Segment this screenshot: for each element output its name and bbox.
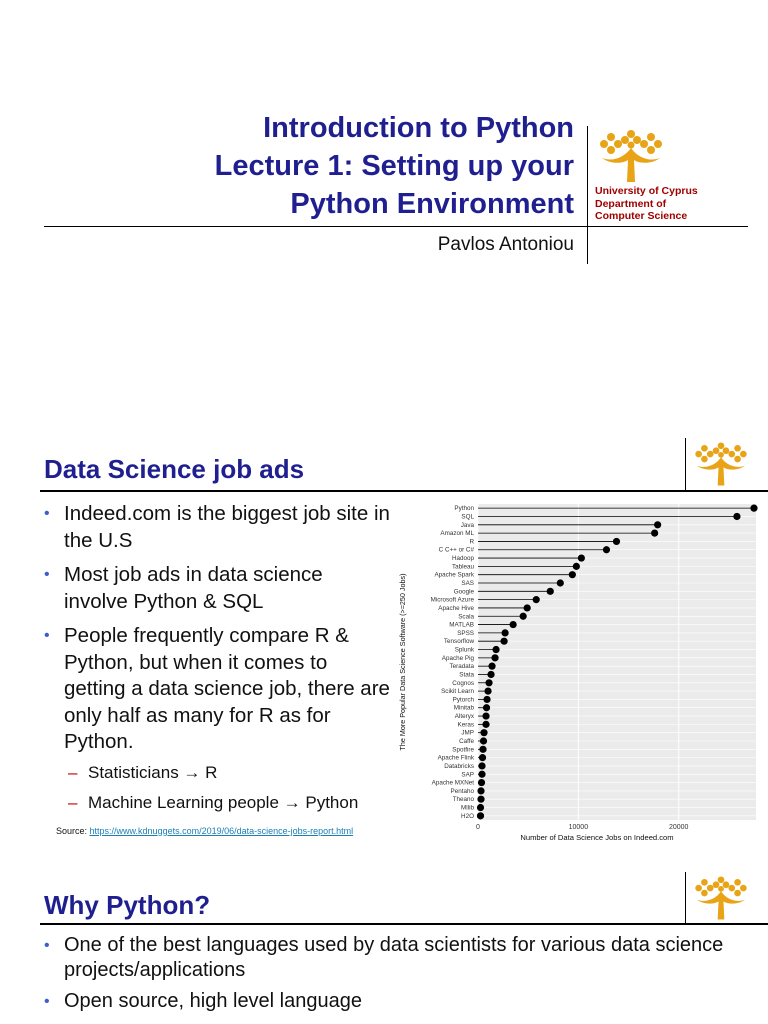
- category-label: Apache Spark: [434, 571, 474, 579]
- data-point: [547, 588, 554, 595]
- category-label: Python: [454, 505, 474, 513]
- logo-divider: [685, 872, 686, 923]
- data-point: [501, 629, 508, 636]
- bullet-item: • Open source, high level language: [40, 989, 760, 1014]
- data-point: [557, 579, 564, 586]
- data-point: [492, 646, 499, 653]
- category-label: Microsoft Azure: [430, 596, 474, 604]
- source-line: [56, 826, 353, 836]
- category-label: Alteryx: [454, 713, 474, 721]
- data-point: [578, 554, 585, 561]
- data-point: [478, 771, 485, 778]
- category-label: Amazon ML: [440, 530, 474, 538]
- category-label: C C++ or C#: [438, 546, 474, 554]
- title-divider: [44, 226, 748, 227]
- slide-heading: Data Science job ads: [44, 454, 305, 484]
- data-point: [488, 663, 495, 670]
- category-label: Apache MXNet: [431, 779, 474, 787]
- category-label: MATLAB: [449, 621, 474, 629]
- data-point: [478, 779, 485, 786]
- jobs-chart: [394, 498, 768, 848]
- data-point: [480, 729, 487, 736]
- category-label: Mllib: [461, 804, 474, 812]
- category-label: JMP: [461, 729, 474, 737]
- bullet-text: People frequently compare R & Python, but when it comes to getting a data science job, there are only half as many for R as for Python.: [64, 624, 390, 753]
- category-label: SPSS: [457, 629, 474, 637]
- data-point: [482, 712, 489, 719]
- x-tick-label: 20000: [668, 824, 689, 831]
- data-point: [750, 505, 757, 512]
- data-point: [479, 746, 486, 753]
- university-line-2: Department of: [595, 197, 667, 210]
- x-tick-label: 0: [476, 824, 480, 831]
- data-point: [477, 796, 484, 803]
- bullet-item: • Indeed.com is the biggest job site in the U.S: [40, 501, 392, 554]
- category-label: Stata: [459, 671, 474, 679]
- data-point: [613, 538, 620, 545]
- category-label: Splunk: [454, 646, 474, 654]
- data-point: [482, 721, 489, 728]
- sub-bullet-item: – Statisticians → R: [64, 762, 392, 784]
- sub-bullet-item: – Machine Learning people → Python: [64, 792, 392, 814]
- data-point: [491, 654, 498, 661]
- title-line-2: Lecture 1: Setting up your: [214, 150, 574, 182]
- bullet-item: [40, 623, 392, 814]
- category-label: Google: [453, 588, 474, 596]
- category-label: Teradata: [449, 663, 474, 671]
- source-label: Source:: [56, 826, 90, 836]
- university-name: [595, 185, 698, 223]
- x-axis-title: Number of Data Science Jobs on Indeed.com: [520, 833, 674, 842]
- category-label: Caffe: [459, 738, 474, 745]
- category-label: Apache Hive: [438, 604, 474, 612]
- university-logo-icon: [596, 128, 666, 184]
- data-point: [654, 521, 661, 528]
- slide-heading: Why Python?: [44, 890, 211, 920]
- data-point: [483, 696, 490, 703]
- category-label: Theano: [452, 796, 474, 804]
- data-point: [477, 804, 484, 811]
- data-point: [500, 638, 507, 645]
- category-label: Hadoop: [451, 555, 474, 563]
- category-label: Databricks: [444, 762, 474, 770]
- category-label: Tableau: [451, 563, 474, 571]
- data-point: [484, 688, 491, 695]
- bullet-item: • One of the best languages used by data scientists for various data science projects/applications: [40, 933, 760, 983]
- data-point: [479, 754, 486, 761]
- heading-rule: [40, 923, 768, 925]
- y-axis-title: The More Popular Data Science Software (>=250 Jobs): [398, 573, 407, 751]
- category-label: Cognos: [452, 679, 474, 687]
- logo-divider: [587, 126, 588, 264]
- data-point: [733, 513, 740, 520]
- category-label: Tensorflow: [443, 638, 474, 646]
- category-label: Scala: [458, 613, 474, 621]
- data-point: [477, 812, 484, 819]
- author-name: Pavlos Antoniou: [437, 234, 574, 255]
- category-label: SQL: [461, 513, 474, 521]
- data-point: [520, 613, 527, 620]
- data-point: [524, 604, 531, 611]
- data-point: [651, 530, 658, 537]
- data-point: [477, 787, 484, 794]
- data-point: [483, 704, 490, 711]
- category-label: H2O: [461, 812, 474, 820]
- bullet-list: [40, 501, 392, 822]
- university-line-1: University of Cyprus: [595, 185, 698, 197]
- data-point: [533, 596, 540, 603]
- category-label: SAP: [461, 771, 474, 779]
- data-point: [478, 762, 485, 769]
- data-point: [569, 571, 576, 578]
- category-label: Minitab: [453, 704, 474, 712]
- category-label: Java: [460, 521, 474, 529]
- sub-bullet-list: [64, 762, 392, 814]
- data-point: [603, 546, 610, 553]
- plot-background: [478, 504, 756, 820]
- x-tick-label: 10000: [568, 824, 589, 831]
- bullet-list: [40, 933, 760, 1020]
- data-point: [487, 671, 494, 678]
- title-line-1: Introduction to Python: [263, 112, 574, 144]
- university-line-3: Computer Science: [595, 210, 688, 222]
- category-label: Keras: [457, 721, 474, 729]
- bullet-item: • Most job ads in data science involve Python & SQL: [40, 562, 392, 615]
- university-logo-icon: [692, 440, 750, 488]
- data-point: [480, 737, 487, 744]
- category-label: Apache Flink: [437, 754, 474, 762]
- title-line-3: Python Environment: [290, 188, 574, 220]
- category-label: Pytorch: [452, 696, 474, 704]
- category-label: Pentaho: [450, 787, 474, 795]
- data-point: [573, 563, 580, 570]
- logo-divider: [685, 438, 686, 490]
- data-point: [485, 679, 492, 686]
- category-label: R: [469, 538, 474, 546]
- source-link[interactable]: https://www.kdnuggets.com/2019/06/data-science-jobs-report.html: [89, 826, 354, 836]
- category-label: SAS: [461, 580, 474, 587]
- category-label: Scikit Learn: [441, 688, 474, 696]
- university-logo-icon: [692, 874, 750, 922]
- category-label: Apache Pig: [441, 654, 474, 662]
- category-label: Spotfire: [452, 746, 474, 754]
- heading-rule: [40, 490, 768, 492]
- data-point: [510, 621, 517, 628]
